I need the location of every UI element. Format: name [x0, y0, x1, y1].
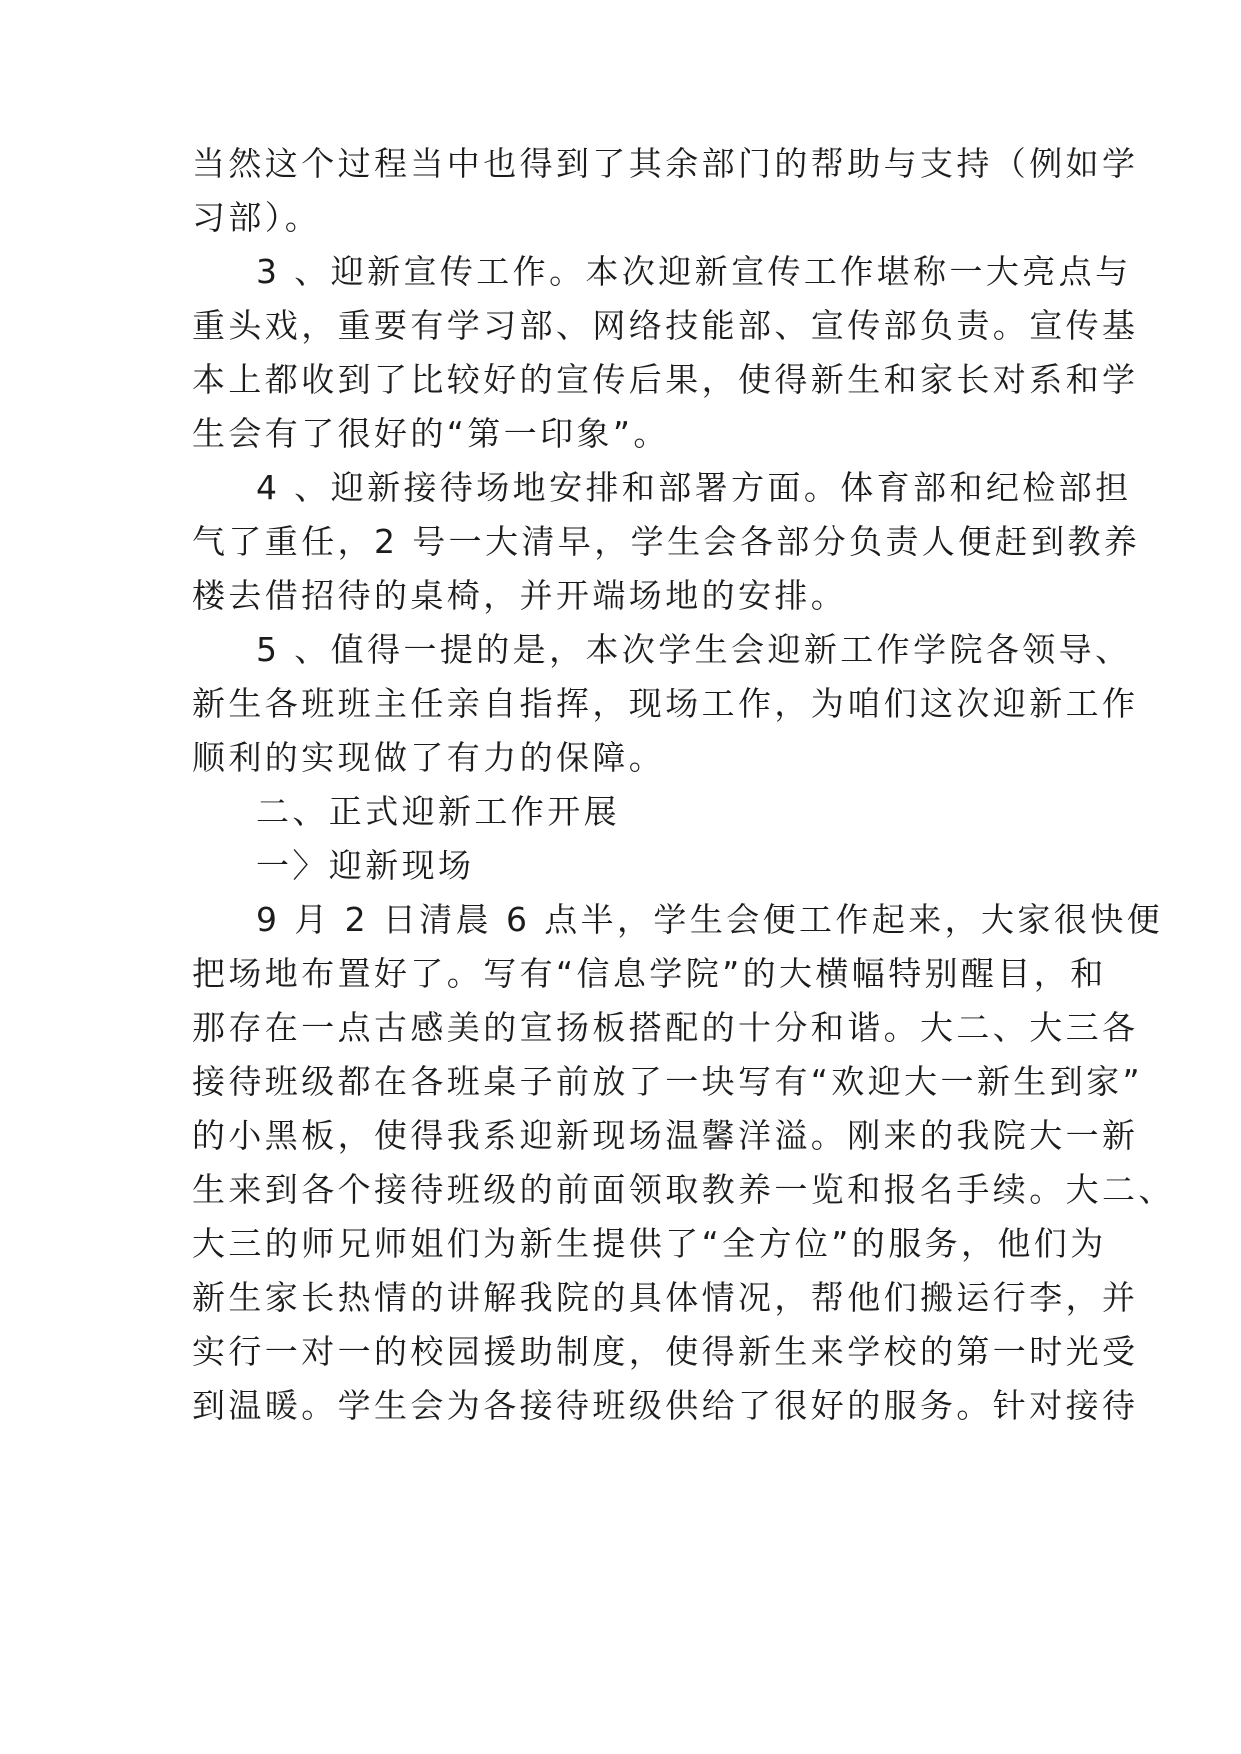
text-line: 生会有了很好的“第一印象”。 [192, 414, 670, 453]
text-line: 5 、值得一提的是，本次学生会迎新工作学院各领导、 [256, 630, 1132, 669]
text-line: 的小黑板，使得我系迎新现场温馨洋溢。刚来的我院大一新 [192, 1116, 1139, 1155]
text-line: 本上都收到了比较好的宣传后果，使得新生和家长对系和学 [192, 360, 1139, 399]
section-heading: 二、正式迎新工作开展 [256, 792, 620, 831]
text-line: 生来到各个接待班级的前面领取教养一览和报名手续。大二、 [192, 1170, 1175, 1209]
text-line: 楼去借招待的桌椅，并开端场地的安排。 [192, 576, 848, 615]
text-line: 重头戏，重要有学习部、网络技能部、宣传部负责。宣传基 [192, 306, 1139, 345]
text-line: 实行一对一的校园援助制度，使得新生来学校的第一时光受 [192, 1332, 1139, 1371]
text-line: 大三的师兄师姐们为新生提供了“全方位”的服务，他们为 [192, 1224, 1107, 1263]
text-line: 接待班级都在各班桌子前放了一块写有“欢迎大一新生到家” [192, 1062, 1143, 1101]
text-line: 顺利的实现做了有力的保障。 [192, 738, 666, 777]
text-line: 3 、迎新宣传工作。本次迎新宣传工作堪称一大亮点与 [256, 252, 1132, 291]
text-line: 新生家长热情的讲解我院的具体情况，帮他们搬运行李，并 [192, 1278, 1139, 1317]
text-line: 4 、迎新接待场地安排和部署方面。体育部和纪检部担 [256, 468, 1132, 507]
text-line: 到温暖。学生会为各接待班级供给了很好的服务。针对接待 [192, 1386, 1139, 1425]
text-line: 新生各班班主任亲自指挥，现场工作，为咱们这次迎新工作 [192, 684, 1139, 723]
text-line: 把场地布置好了。写有“信息学院”的大横幅特别醒目，和 [192, 954, 1107, 993]
text-line: 那存在一点古感美的宣扬板搭配的十分和谐。大二、大三各 [192, 1008, 1139, 1047]
subsection-heading: 一〉迎新现场 [256, 846, 475, 885]
text-line: 当然这个过程当中也得到了其余部门的帮助与支持（例如学 [192, 144, 1139, 183]
text-line: 9 月 2 日清晨 6 点半，学生会便工作起来，大家很快便 [256, 900, 1164, 939]
text-line: 习部）。 [192, 198, 322, 237]
text-line: 气了重任，2 号一大清早，学生会各部分负责人便赶到教养 [192, 522, 1141, 561]
